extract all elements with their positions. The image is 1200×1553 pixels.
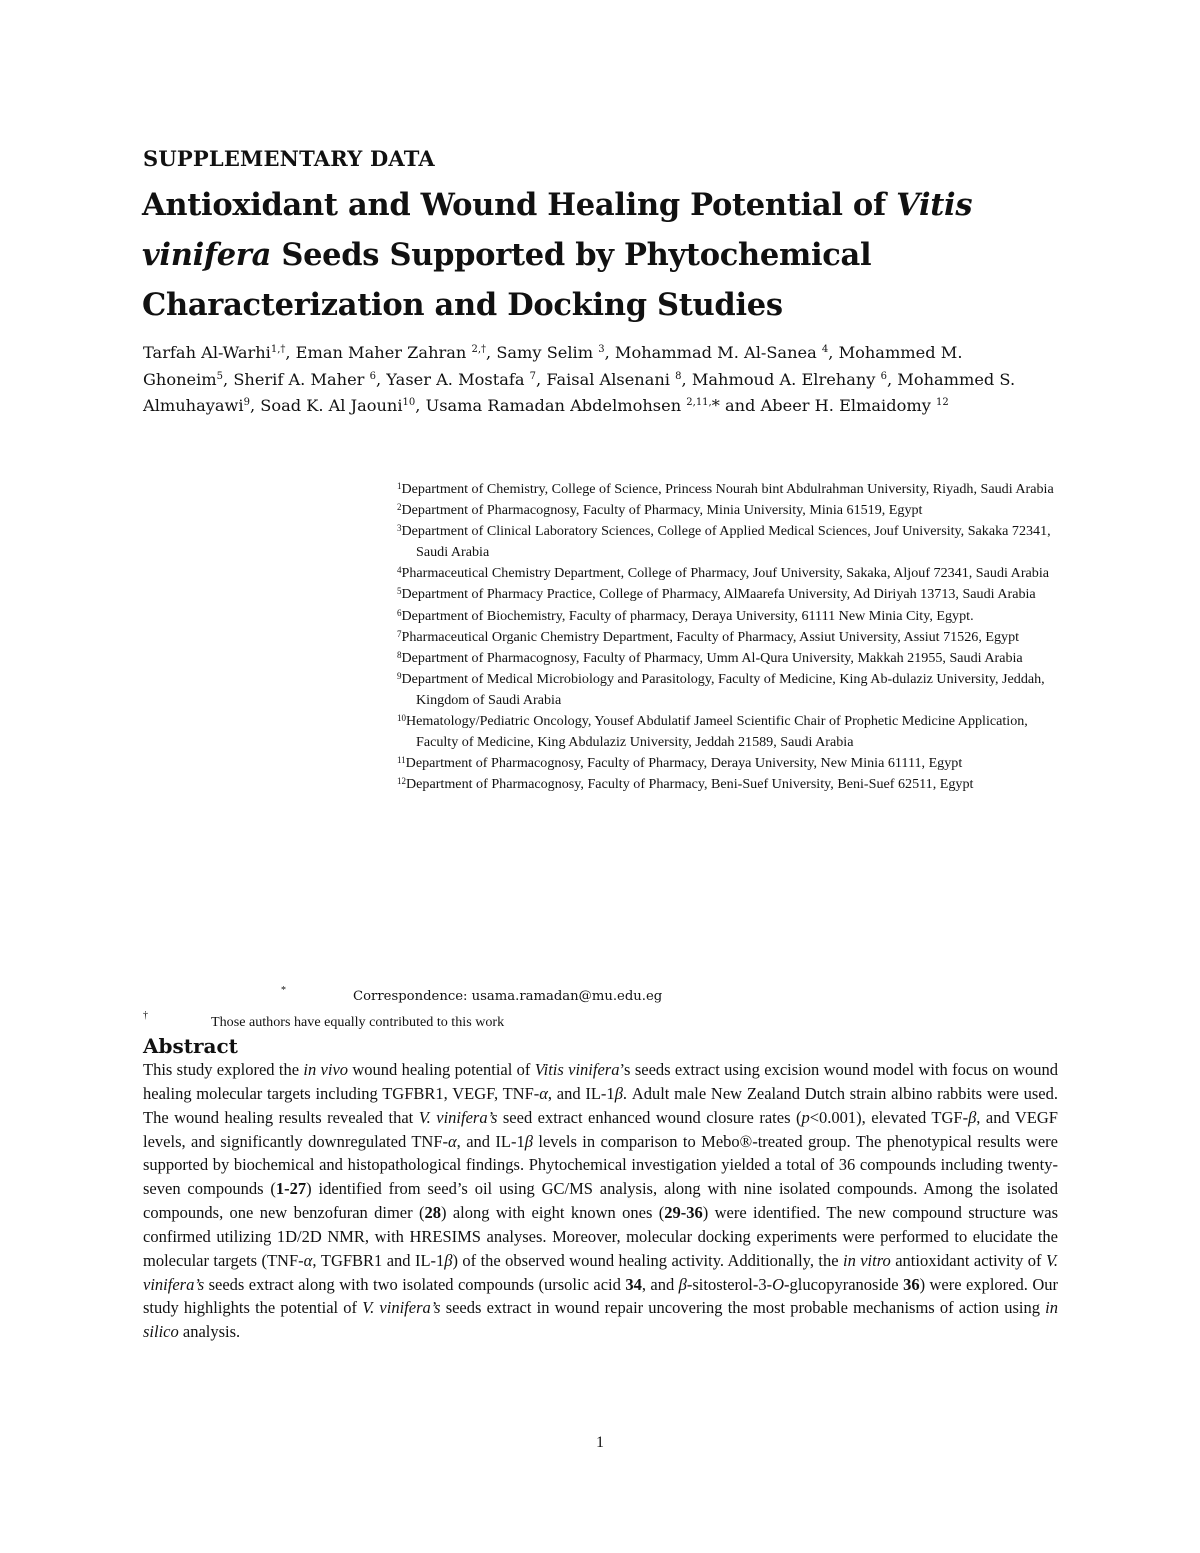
author: Faisal Alsenani $^8$, [546, 369, 692, 389]
affiliation: $^6$Department of Biochemistry, Faculty of pharmacy, Deraya University, 61111 New Minia City, Egypt. [397, 607, 974, 624]
correspondence-email: Correspondence: usama.ramadan@mu.edu.eg [353, 989, 663, 1004]
affiliation: $^{11}$Department of Pharmacognosy, Faculty of Pharmacy, Deraya University, New Minia 61111, Egypt [397, 755, 963, 772]
affiliation: $^8$Department of Pharmacognosy, Faculty of Pharmacy, Umm Al-Qura University, Makkah 21955, Saudi Arabia [397, 649, 1023, 666]
author: Yaser A. Mostafa $^7$, [386, 369, 547, 389]
page-number: 1 [596, 1434, 604, 1451]
author: Mohammed M. Ghoneim$^5$, [143, 343, 963, 389]
affiliation: $^5$Department of Pharmacy Practice, College of Pharmacy, AlMaarefa University, Ad Diriyah 13713, Saudi Arabia [397, 586, 1036, 603]
affiliation: $^{12}$Department of Pharmacognosy, Faculty of Pharmacy, Beni-Suef University, Beni-Suef 62511, Egypt [397, 776, 974, 793]
dagger-mark: † [143, 1010, 148, 1021]
affiliation-list [397, 479, 1062, 795]
author: Eman Maher Zahran $^{2,\dagger}$, [295, 343, 497, 362]
author: Soad K. Al Jaouni$^{10}$, [260, 396, 426, 415]
affiliation: $^3$Department of Clinical Laboratory Sciences, College of Applied Medical Sciences, Jouf University, Sakaka 72341, Saudi Arabia [397, 523, 1051, 561]
asterisk-mark: * [281, 985, 286, 996]
author: Samy Selim $^3$, [496, 343, 615, 362]
affiliation: $^7$Pharmaceutical Organic Chemistry Department, Faculty of Pharmacy, Assiut University, Assiut 71526, Egypt [397, 628, 1020, 645]
author: Tarfah Al-Warhi$^{1,\dagger}$, [143, 343, 296, 362]
affiliation: $^4$Pharmaceutical Chemistry Department, College of Pharmacy, Jouf University, Sakaka, Aljouf 72341, Saudi Arabia [397, 565, 1050, 582]
author: Mahmoud A. Elrehany $^6$, [691, 369, 898, 389]
author: Sherif A. Maher $^6$, [233, 369, 387, 389]
author: Mohammad M. Al-Sanea $^4$, [614, 343, 839, 362]
abstract-body: This study explored the in vivo wound healing potential of Vitis vinifera’s seeds extract using excision wound model with focus on wound healing molecular targets including TGFBR1, VEGF, TNF-α, and IL-1β. Adult male New Zealand Dutch strain albino rabbits were used. The wound healing results revealed that V. vinifera’s seed extract enhanced wound closure rates (p<0.001), elevated TGF-β, and VEGF levels, and significantly downregulated TNF-α, and IL-1β levels in comparison to Mebo®-treated group. The phenotypical results were supported by biochemical and histopathological findings. Phytochemical investigation yielded a total of 36 compounds including twenty-seven compounds (1-27) identified from seed’s oil using GC/MS analysis, along with nine isolated compounds. Among the isolated compounds, one new benzofuran dimer (28) along with eight known ones (29-36) were identified. The new compound structure was confirmed utilizing 1D/2D NMR, with HRESIMS analyses. Moreover, molecular docking experiments were performed to elucidate the molecular targets (TNF-α, TGFBR1 and IL-1β) of the observed wound healing activity. Additionally, the in vitro antioxidant activity of V. vinifera’s seeds extract along with two isolated compounds (ursolic acid 34, and β-sitosterol-3-O-glucopyranoside 36) were explored. Our study highlights the potential of V. vinifera’s seeds extract in wound repair uncovering the most probable mechanisms of action using in silico analysis. [143, 1060, 1059, 1342]
author-list [143, 340, 1043, 420]
affiliation: $^{10}$Hematology/Pediatric Oncology, Yousef Abdulatif Jameel Scientific Chair of Prophetic Medicine Application, Faculty of Medicine, King Abdulaziz University, Jeddah 21589, Saudi Arabia [397, 713, 1028, 751]
author: Usama Ramadan Abdelmohsen $^{2,11,}$* and [425, 396, 761, 415]
paper-title: Antioxidant and Wound Healing Potential of Vitis vinifera Seeds Supported by Phytochemical Characterization and Docking Studies [142, 187, 973, 323]
affiliation: $^9$Department of Medical Microbiology and Parasitology, Faculty of Medicine, King Ab-dulaziz University, Jeddah, Kingdom of Saudi Arabia [397, 670, 1045, 708]
supplementary-label: SUPPLEMENTARY DATA [143, 146, 435, 171]
author: Mohammed S. Almuhayawi$^9$, [143, 369, 1016, 415]
affiliation: $^1$Department of Chemistry, College of Science, Princess Nourah bint Abdulrahman University, Riyadh, Saudi Arabia [397, 481, 1054, 497]
affiliation: $^2$Department of Pharmacognosy, Faculty of Pharmacy, Minia University, Minia 61519, Egypt [397, 502, 923, 519]
author: Abeer H. Elmaidomy $^{12}$ [760, 396, 949, 415]
abstract-heading: Abstract [143, 1034, 238, 1058]
paper-page: SUPPLEMENTARY DATA Antioxidant and Wound Healing Potential of Vitis vinifera Seeds Supported by Phytochemical Characterization and Docking Studies Tarfah Al-Warhi$^{1,\dagger}$, Eman Maher Zahran $^{2,\dagger}$, Samy Selim $^3$, Mohammad M. Al-Sanea $^4$, Mohammed M. Ghoneim$^5$, Sherif A. Maher $^6$, Yaser A. Mostafa $^7$, Faisal Alsenani $^8$, Mahmoud A. Elrehany $^6$, Mohammed S. Almuhayawi$^9$, Soad K. Al Jaouni$^{10}$, Usama Ramadan Abdelmohsen $^{2,11,}$* and Abeer H. Elmaidomy $^{12}$ $^1$Department of Chemistry, College of Science, Princess Nourah bint Abdulrahman University, Riyadh, Saudi Arabia $^2$Department of Pharmacognosy, Faculty of Pharmacy, Minia University, Minia 61519, Egypt $^3$Department of Clinical Laboratory Sciences, College of Applied Medical Sciences, Jouf University, Sakaka 72341, Saudi Arabia $^4$Pharmaceutical Chemistry Department, College of Pharmacy, Jouf University, Sakaka, Aljouf 72341, Saudi Arabia $^5$Department of Pharmacy Practice, College of Pharmacy, AlMaarefa University, Ad Diriyah 13713, Saudi Arabia $^6$Department of Biochemistry, Faculty of pharmacy, Deraya University, 61111 New Minia City, Egypt. $^7$Pharmaceutical Organic Chemistry Department, Faculty of Pharmacy, Assiut University, Assiut 71526, Egypt $^8$Department of Pharmacognosy, Faculty of Pharmacy, Umm Al-Qura University, Makkah 21955, Saudi Arabia $^9$Department of Medical Microbiology and Parasitology, Faculty of Medicine, King Ab-dulaziz University, Jeddah, Kingdom of Saudi Arabia $^{10}$Hematology/Pediatric Oncology, Yousef Abdulatif Jameel Scientific Chair of Prophetic Medicine Application, Faculty of Medicine, King Abdulaziz University, Jeddah 21589, Saudi Arabia $^{11}$Department of Pharmacognosy, Faculty of Pharmacy, Deraya University, New Minia 61111, Egypt $^{12}$Department of Pharmacognosy, Faculty of Pharmacy, Beni-Suef University, Beni-Suef 62511, Egypt * Correspondence: usama.ramadan@mu.edu.eg † Those authors have equally contributed to this work Abstract This study explored the in vivo wound healing potential of Vitis vinifera’s seeds extract using excision wound model with focus on wound healing molecular targets including TGFBR1, VEGF, TNF-α, and IL-1β. Adult male New Zealand Dutch strain albino rabbits were used. The wound healing results revealed that V. vinifera’s seed extract enhanced wound closure rates (p<0.001), elevated TGF-β, and VEGF levels, and significantly downregulated TNF-α, and IL-1β levels in comparison to Mebo®-treated group. The phenotypical results were supported by biochemical and histopathological findings. Phytochemical investigation yielded a total of 36 compounds including twenty-seven compounds (1-27) identified from seed’s oil using GC/MS analysis, along with nine isolated compounds. Among the isolated compounds, one new benzofuran dimer (28) along with eight known ones (29-36) were identified. The new compound structure was confirmed utilizing 1D/2D NMR, with HRESIMS analyses. Moreover, molecular docking experiments were performed to elucidate the molecular targets (TNF-α, TGFBR1 and IL-1β) of the observed wound healing activity. Additionally, the in vitro antioxidant activity of V. vinifera’s seeds extract along with two isolated compounds (ursolic acid 34, and β-sitosterol-3-O-glucopyranoside 36) were explored. Our study highlights the potential of V. vinifera’s seeds extract in wound repair uncovering the most probable mechanisms of action using in silico analysis. 1 [0, 0, 1200, 1553]
